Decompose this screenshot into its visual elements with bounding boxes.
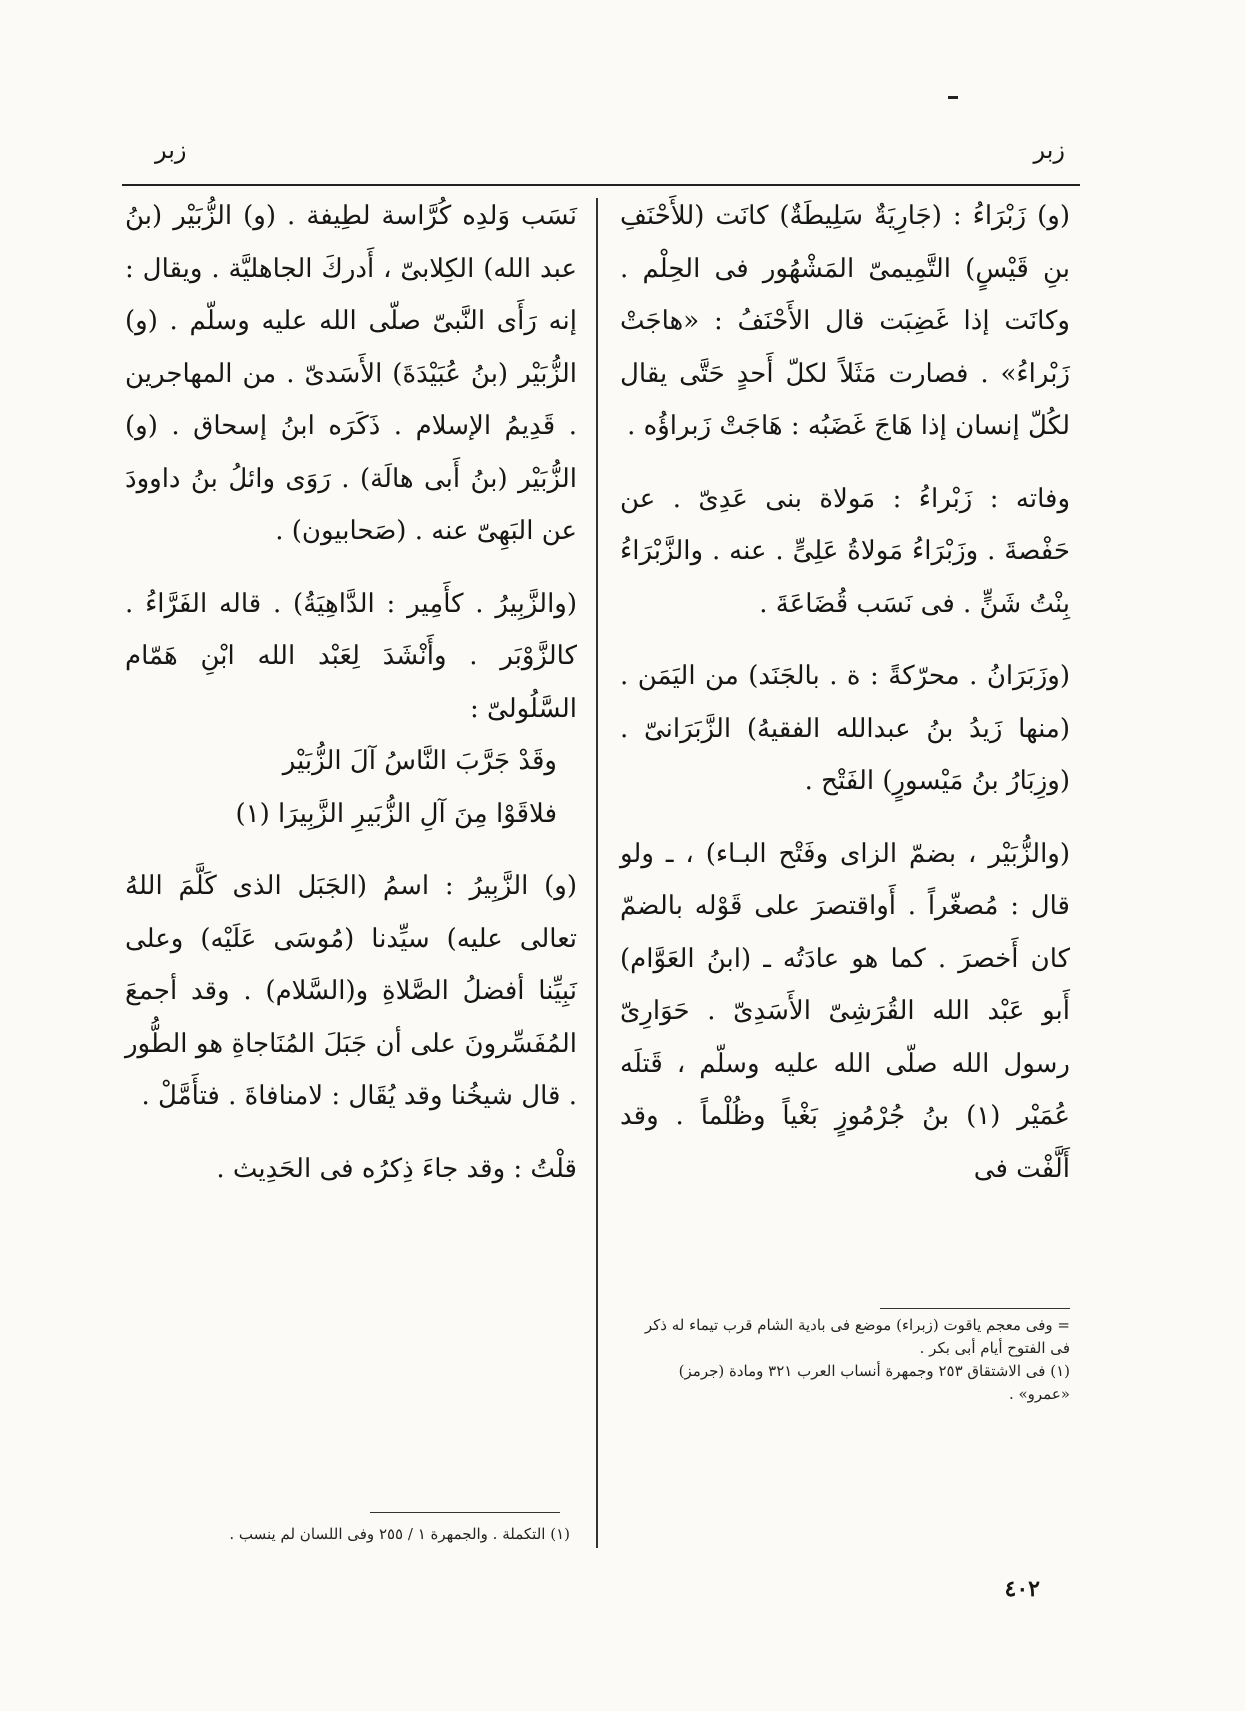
- footnote-rule-left: [370, 1512, 560, 1513]
- right-column: [620, 190, 1070, 1215]
- running-header-right: زبر: [1033, 136, 1065, 164]
- zabir-text: (والزَّبِيرُ . كأَمِير : الدَّاهِيَةُ) . قاله الفَرَّاءُ . كالزَّوْبَر . وأَنْشَدَ لِعَبْد الله ابْنِ هَمّام السَّلُولىّ :: [125, 588, 577, 724]
- column-divider: [596, 198, 598, 1548]
- page-number: ٤٠٢: [1004, 1576, 1040, 1602]
- header-rule: [122, 184, 1080, 186]
- footnotes-left: [140, 1523, 570, 1546]
- footnotes-right: [630, 1314, 1070, 1406]
- paragraph-zabra: (و) زَبْرَاءُ : (جَارِيَةٌ سَلِيطَةٌ) كانَت (للأَحْنَفِ بنِ قَيْسٍ) التَّمِيمىّ المَشْهُور فى الحِلْم . وكانَت إذا غَضِبَت قال الأَحْنَفُ : «هاجَتْ زَبْراءُ» . فصارت مَثَلاً لكلّ أَحدٍ حَتَّى يقال لكُلّ إنسان إذا هَاجَ غَضَبُه : هَاجَتْ زَبراؤُه .: [620, 201, 1070, 441]
- paragraph-zabir: [125, 578, 577, 841]
- paragraph-zubayr: (والزُّبَيْر ، بضمّ الزاى وفَتْح البـاء) ، ـ ولو قال : مُصغّراً . أَواقتصرَ على قَوْله بالضمّ كان أَخصرَ . كما هو عادَتُه ـ (ابنُ العَوَّام) أَبو عَبْد الله القُرَشِىّ الأَسَدِىّ . حَوَارِىّ رسول الله صلّى الله عليه وسلّم ، قَتلَه عُمَيْر (١) بنُ جُرْمُوزٍ بَغْياً وظُلْماً . وقد أَلَّفْت فى: [620, 838, 1070, 1184]
- paragraph-nasab: نَسَب وَلدِه كُرَّاسة لطِيفة . (و) الزُّبَيْر (بنُ عبد الله) الكِلابىّ ، أَدركَ الجاهليَّة . ويقال : إنه رَأَى النَّبىّ صلّى الله عليه وسلّم . (و) الزُّبَيْر (بنُ عُبَيْدَةَ) الأَسَدىّ . من المهاجرين . قَدِيمُ الإسلام . ذَكَرَه ابنُ إسحاق . (و) الزُّبَيْر (بنُ أَبى هالَة) . رَوَى وائلُ بنُ داوودَ عن البَهِىّ عنه . (صَحابيون) .: [125, 201, 577, 546]
- footnote-1-left: (١) التكملة . والجمهرة ١ / ٢٥٥ وفى اللسان لم ينسب .: [229, 1525, 570, 1543]
- print-speck: [948, 96, 958, 99]
- paragraph-jabal: (و) الزَّبِيرُ : اسمُ (الجَبَل الذى كَلَّمَ اللهُ تعالى عليه) سيِّدنا (مُوسَى عَلَيْه) وعلى نَبِيِّنا أفضلُ الصَّلاةِ و(السَّلام) . وقد أجمعَ المُفَسِّرونَ على أن جَبَلَ المُنَاجاةِ هو الطُّور . قال شيخُنا وقد يُقَال : لامنافاةَ . فتأَمَّلْ .: [125, 871, 577, 1111]
- footnote-rule-right: [880, 1308, 1070, 1309]
- verse-line-1: وقَدْ جَرَّبَ النَّاسُ آلَ الزُّبَيْر: [282, 746, 557, 776]
- running-header-left: زبر: [155, 136, 187, 164]
- footnote-1-right: (١) فى الاشتقاق ٢٥٣ وجمهرة أنساب العرب ٣٢١ ومادة (جرمز) «عمرو» .: [678, 1362, 1070, 1403]
- paragraph-zabaran: (وزَبَرَانُ . محرّكةً : ة . بالجَنَد) من اليَمَن . (منها زَيدُ بنُ عبدالله الفقيهُ) الزَّبَرَانىّ . (وزِبَارُ بنُ مَيْسورٍ) الفَتْح .: [620, 661, 1070, 796]
- paragraph-qultu: قلْتُ : وقد جاءَ ذِكرُه فى الحَدِيث .: [216, 1153, 577, 1184]
- verse-line-2: فلاقَوْا مِنَ آلِ الزُّبَيرِ الزَّبِيرَا (١): [235, 798, 557, 829]
- left-column: [125, 190, 577, 1215]
- footnote-continued: = وفى معجم ياقوت (زبراء) موضع فى بادية الشام قرب تيماء له ذكر فى الفتوح أيام أبى بكر .: [644, 1316, 1070, 1357]
- paragraph-fatah: وفاته : زَبْراءُ : مَولاة بنى عَدِىّ . عن حَفْصةَ . وزَبْرَاءُ مَولاةُ عَلِىٍّ . عنه . والزَّبْرَاءُ بِنْتُ شَنٍّ . فى نَسَب قُضَاعَةَ .: [620, 483, 1070, 619]
